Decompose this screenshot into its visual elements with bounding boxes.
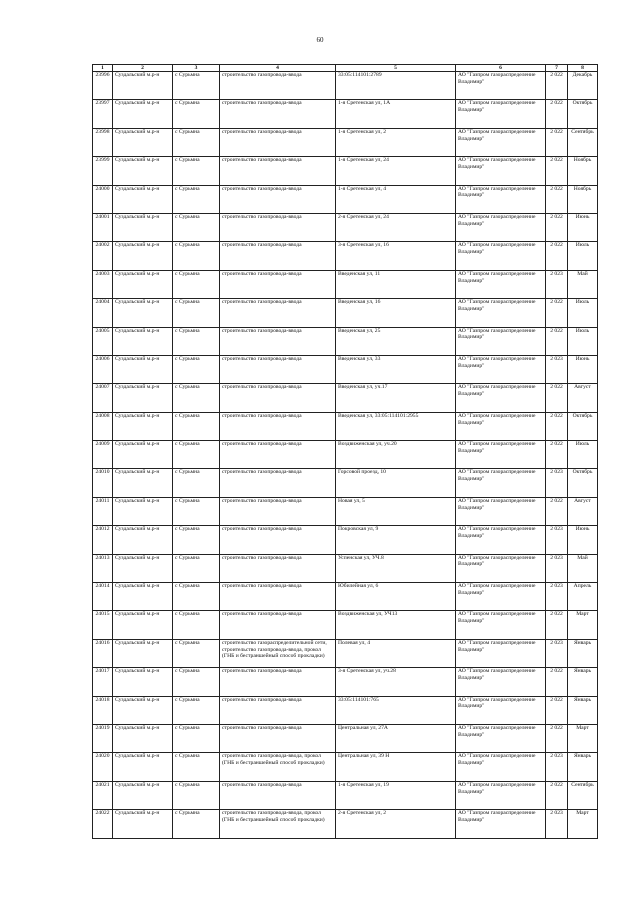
month-cell: Июль — [568, 441, 598, 469]
district-cell: Суздальский м.р-н — [113, 441, 173, 469]
settlement-cell: с Сурьмна — [173, 213, 220, 241]
column-header: 4 — [220, 65, 336, 72]
work-type-cell: строительство газопровода-ввода — [220, 384, 336, 412]
table-row — [93, 185, 598, 213]
year-cell: 2 022 — [546, 100, 568, 128]
organization-cell: АО "Газпром газораспределение Владимир" — [456, 781, 546, 809]
organization-cell: АО "Газпром газораспределение Владимир" — [456, 384, 546, 412]
district-cell: Суздальский м.р-н — [113, 412, 173, 440]
table-row — [93, 441, 598, 469]
column-header: 6 — [456, 65, 546, 72]
work-type-cell: строительство газопровода-ввода — [220, 724, 336, 752]
address-cell: 33:05:114101:2789 — [336, 72, 456, 100]
work-type-cell: строительство газопровода-ввода — [220, 554, 336, 582]
row-number: 23998 — [93, 128, 113, 156]
work-type-cell: строительство газопровода-ввода — [220, 213, 336, 241]
district-cell: Суздальский м.р-н — [113, 554, 173, 582]
district-cell: Суздальский м.р-н — [113, 781, 173, 809]
district-cell: Суздальский м.р-н — [113, 355, 173, 383]
district-cell: Суздальский м.р-н — [113, 810, 173, 838]
address-cell: 33:05:114101:765 — [336, 696, 456, 724]
settlement-cell: с Сурьмна — [173, 270, 220, 298]
year-cell: 2 023 — [546, 753, 568, 781]
work-type-cell: строительство газопровода-ввода — [220, 611, 336, 639]
address-cell: Полевая ул, 4 — [336, 639, 456, 667]
work-type-cell: строительство газопровода-ввода — [220, 299, 336, 327]
organization-cell: АО "Газпром газораспределение Владимир" — [456, 128, 546, 156]
month-cell: Май — [568, 270, 598, 298]
month-cell: Март — [568, 611, 598, 639]
row-number: 24014 — [93, 583, 113, 611]
work-type-cell: строительство газопровода-ввода — [220, 696, 336, 724]
column-header: 5 — [336, 65, 456, 72]
address-cell: 2-я Сретенская ул, 24 — [336, 213, 456, 241]
work-type-cell: строительство газопровода-ввода — [220, 441, 336, 469]
settlement-cell: с Сурьмна — [173, 157, 220, 185]
month-cell: Март — [568, 810, 598, 838]
row-number: 24005 — [93, 327, 113, 355]
settlement-cell: с Сурьмна — [173, 753, 220, 781]
organization-cell: АО "Газпром газораспределение Владимир" — [456, 696, 546, 724]
address-cell: Успенская ул, УЧ.8 — [336, 554, 456, 582]
district-cell: Суздальский м.р-н — [113, 327, 173, 355]
table-row — [93, 497, 598, 525]
address-cell: Воздвиженская ул, УЧ13 — [336, 611, 456, 639]
table-row — [93, 157, 598, 185]
district-cell: Суздальский м.р-н — [113, 639, 173, 667]
year-cell: 2 022 — [546, 384, 568, 412]
row-number: 24004 — [93, 299, 113, 327]
month-cell: Январь — [568, 668, 598, 696]
year-cell: 2 023 — [546, 526, 568, 554]
district-cell: Суздальский м.р-н — [113, 696, 173, 724]
organization-cell: АО "Газпром газораспределение Владимир" — [456, 355, 546, 383]
district-cell: Суздальский м.р-н — [113, 497, 173, 525]
address-cell: Введенская ул, 16 — [336, 299, 456, 327]
month-cell: Декабрь — [568, 72, 598, 100]
organization-cell: АО "Газпром газораспределение Владимир" — [456, 668, 546, 696]
address-cell: Горсовой проезд, 10 — [336, 469, 456, 497]
address-cell: Юбилейная ул, 6 — [336, 583, 456, 611]
month-cell: Апрель — [568, 583, 598, 611]
column-header: 8 — [568, 65, 598, 72]
year-cell: 2 022 — [546, 242, 568, 270]
month-cell: Январь — [568, 696, 598, 724]
year-cell: 2 022 — [546, 412, 568, 440]
address-cell: 3-я Сретенская ул, 16 — [336, 242, 456, 270]
row-number: 24001 — [93, 213, 113, 241]
year-cell: 2 022 — [546, 696, 568, 724]
registry-table — [92, 64, 598, 839]
settlement-cell: с Сурьмна — [173, 696, 220, 724]
row-number: 24008 — [93, 412, 113, 440]
organization-cell: АО "Газпром газораспределение Владимир" — [456, 611, 546, 639]
row-number: 24007 — [93, 384, 113, 412]
row-number: 24020 — [93, 753, 113, 781]
organization-cell: АО "Газпром газораспределение Владимир" — [456, 299, 546, 327]
month-cell: Сентябрь — [568, 781, 598, 809]
table-row — [93, 724, 598, 752]
month-cell: Октябрь — [568, 412, 598, 440]
settlement-cell: с Сурьмна — [173, 185, 220, 213]
settlement-cell: с Сурьмна — [173, 242, 220, 270]
settlement-cell: с Сурьмна — [173, 299, 220, 327]
settlement-cell: с Сурьмна — [173, 100, 220, 128]
work-type-cell: строительство газопровода-ввода — [220, 469, 336, 497]
settlement-cell: с Сурьмна — [173, 72, 220, 100]
address-cell: Введенская ул, уч.17 — [336, 384, 456, 412]
year-cell: 2 023 — [546, 639, 568, 667]
work-type-cell: строительство газопровода-ввода — [220, 412, 336, 440]
organization-cell: АО "Газпром газораспределение Владимир" — [456, 753, 546, 781]
district-cell: Суздальский м.р-н — [113, 185, 173, 213]
organization-cell: АО "Газпром газораспределение Владимир" — [456, 441, 546, 469]
row-number: 24019 — [93, 724, 113, 752]
settlement-cell: с Сурьмна — [173, 128, 220, 156]
month-cell: Август — [568, 497, 598, 525]
district-cell: Суздальский м.р-н — [113, 157, 173, 185]
address-cell: Введенская ул, 33 — [336, 355, 456, 383]
organization-cell: АО "Газпром газораспределение Владимир" — [456, 810, 546, 838]
settlement-cell: с Сурьмна — [173, 327, 220, 355]
work-type-cell: строительство газопровода-ввода — [220, 526, 336, 554]
settlement-cell: с Сурьмна — [173, 639, 220, 667]
district-cell: Суздальский м.р-н — [113, 299, 173, 327]
address-cell: Покровская ул, 9 — [336, 526, 456, 554]
address-cell: Новая ул, 5 — [336, 497, 456, 525]
settlement-cell: с Сурьмна — [173, 781, 220, 809]
year-cell: 2 022 — [546, 611, 568, 639]
work-type-cell: строительство газопровода-ввода — [220, 270, 336, 298]
district-cell: Суздальский м.р-н — [113, 668, 173, 696]
organization-cell: АО "Газпром газораспределение Владимир" — [456, 185, 546, 213]
table-row — [93, 696, 598, 724]
month-cell: Октябрь — [568, 100, 598, 128]
work-type-cell: строительство газопровода-ввода — [220, 100, 336, 128]
month-cell: Январь — [568, 639, 598, 667]
district-cell: Суздальский м.р-н — [113, 213, 173, 241]
work-type-cell: строительство газопровода-ввода — [220, 668, 336, 696]
settlement-cell: с Сурьмна — [173, 611, 220, 639]
row-number: 23996 — [93, 72, 113, 100]
settlement-cell: с Сурьмна — [173, 412, 220, 440]
year-cell: 2 022 — [546, 724, 568, 752]
settlement-cell: с Сурьмна — [173, 724, 220, 752]
settlement-cell: с Сурьмна — [173, 526, 220, 554]
month-cell: Июнь — [568, 526, 598, 554]
row-number: 24009 — [93, 441, 113, 469]
month-cell: Сентябрь — [568, 128, 598, 156]
year-cell: 2 022 — [546, 441, 568, 469]
table-row — [93, 554, 598, 582]
address-cell: Введенская ул, 11 — [336, 270, 456, 298]
settlement-cell: с Сурьмна — [173, 668, 220, 696]
address-cell: Введенская ул, 25 — [336, 327, 456, 355]
work-type-cell: строительство газопровода-ввода — [220, 185, 336, 213]
settlement-cell: с Сурьмна — [173, 583, 220, 611]
organization-cell: АО "Газпром газораспределение Владимир" — [456, 157, 546, 185]
year-cell: 2 022 — [546, 213, 568, 241]
row-number: 24011 — [93, 497, 113, 525]
work-type-cell: строительство газопровода-ввода — [220, 327, 336, 355]
address-cell: 1-я Сретенская ул, 24 — [336, 157, 456, 185]
district-cell: Суздальский м.р-н — [113, 128, 173, 156]
month-cell: Январь — [568, 753, 598, 781]
row-number: 24002 — [93, 242, 113, 270]
year-cell: 2 023 — [546, 583, 568, 611]
table-row — [93, 810, 598, 838]
row-number: 24018 — [93, 696, 113, 724]
row-number: 24017 — [93, 668, 113, 696]
year-cell: 2 023 — [546, 355, 568, 383]
district-cell: Суздальский м.р-н — [113, 242, 173, 270]
organization-cell: АО "Газпром газораспределение Владимир" — [456, 242, 546, 270]
work-type-cell: строительство газораспределительной сети, строительство газопровода-ввода, прокол (ГНБ и бестраншейный способ прокладки) — [220, 639, 336, 667]
month-cell: Июнь — [568, 355, 598, 383]
table-row — [93, 611, 598, 639]
year-cell: 2 022 — [546, 299, 568, 327]
table-row — [93, 526, 598, 554]
table-row — [93, 469, 598, 497]
year-cell: 2 023 — [546, 810, 568, 838]
district-cell: Суздальский м.р-н — [113, 526, 173, 554]
month-cell: Июль — [568, 242, 598, 270]
work-type-cell: строительство газопровода-ввода — [220, 128, 336, 156]
month-cell: Март — [568, 724, 598, 752]
settlement-cell: с Сурьмна — [173, 355, 220, 383]
row-number: 24022 — [93, 810, 113, 838]
settlement-cell: с Сурьмна — [173, 384, 220, 412]
organization-cell: АО "Газпром газораспределение Владимир" — [456, 270, 546, 298]
row-number: 24000 — [93, 185, 113, 213]
settlement-cell: с Сурьмна — [173, 810, 220, 838]
address-cell: Воздвиженская ул, уч.20 — [336, 441, 456, 469]
address-cell: 1-я Сретенская ул, 19 — [336, 781, 456, 809]
work-type-cell: строительство газопровода-ввода — [220, 355, 336, 383]
district-cell: Суздальский м.р-н — [113, 72, 173, 100]
work-type-cell: строительство газопровода-ввода — [220, 583, 336, 611]
work-type-cell: строительство газопровода-ввода — [220, 242, 336, 270]
settlement-cell: с Сурьмна — [173, 469, 220, 497]
work-type-cell: строительство газопровода-ввода — [220, 157, 336, 185]
year-cell: 2 022 — [546, 185, 568, 213]
month-cell: Октябрь — [568, 469, 598, 497]
year-cell: 2 022 — [546, 668, 568, 696]
row-number: 24012 — [93, 526, 113, 554]
table-row — [93, 128, 598, 156]
column-header: 7 — [546, 65, 568, 72]
year-cell: 2 022 — [546, 497, 568, 525]
work-type-cell: строительство газопровода-ввода — [220, 781, 336, 809]
table-row — [93, 384, 598, 412]
table-row — [93, 355, 598, 383]
month-cell: Июль — [568, 299, 598, 327]
month-cell: Июль — [568, 327, 598, 355]
organization-cell: АО "Газпром газораспределение Владимир" — [456, 583, 546, 611]
district-cell: Суздальский м.р-н — [113, 611, 173, 639]
organization-cell: АО "Газпром газораспределение Владимир" — [456, 639, 546, 667]
organization-cell: АО "Газпром газораспределение Владимир" — [456, 72, 546, 100]
district-cell: Суздальский м.р-н — [113, 753, 173, 781]
work-type-cell: строительство газопровода-ввода — [220, 72, 336, 100]
year-cell: 2 023 — [546, 270, 568, 298]
month-cell: Ноябрь — [568, 185, 598, 213]
month-cell: Август — [568, 384, 598, 412]
year-cell: 2 023 — [546, 554, 568, 582]
month-cell: Ноябрь — [568, 157, 598, 185]
row-number: 24016 — [93, 639, 113, 667]
district-cell: Суздальский м.р-н — [113, 100, 173, 128]
table-row — [93, 668, 598, 696]
district-cell: Суздальский м.р-н — [113, 384, 173, 412]
organization-cell: АО "Газпром газораспределение Владимир" — [456, 213, 546, 241]
table-row — [93, 583, 598, 611]
column-header: 3 — [173, 65, 220, 72]
table-row — [93, 242, 598, 270]
year-cell: 2 022 — [546, 157, 568, 185]
work-type-cell: строительство газопровода-ввода — [220, 497, 336, 525]
table-row — [93, 100, 598, 128]
district-cell: Суздальский м.р-н — [113, 583, 173, 611]
address-cell: Центральная ул, 39 Н — [336, 753, 456, 781]
year-cell: 2 022 — [546, 128, 568, 156]
row-number: 24013 — [93, 554, 113, 582]
address-cell: 1-я Сретенская ул, 2 — [336, 128, 456, 156]
district-cell: Суздальский м.р-н — [113, 724, 173, 752]
settlement-cell: с Сурьмна — [173, 441, 220, 469]
row-number: 23997 — [93, 100, 113, 128]
row-number: 24006 — [93, 355, 113, 383]
table-row — [93, 213, 598, 241]
organization-cell: АО "Газпром газораспределение Владимир" — [456, 497, 546, 525]
address-cell: 1-я Сретенская ул, 4 — [336, 185, 456, 213]
column-header: 1 — [93, 65, 113, 72]
work-type-cell: строительство газопровода-ввода, прокол (ГНБ и бестраншейный способ прокладки) — [220, 753, 336, 781]
organization-cell: АО "Газпром газораспределение Владимир" — [456, 526, 546, 554]
row-number: 23999 — [93, 157, 113, 185]
table-row — [93, 753, 598, 781]
settlement-cell: с Сурьмна — [173, 497, 220, 525]
row-number: 24010 — [93, 469, 113, 497]
district-cell: Суздальский м.р-н — [113, 270, 173, 298]
year-cell: 2 022 — [546, 781, 568, 809]
page-number: 60 — [316, 36, 324, 44]
organization-cell: АО "Газпром газораспределение Владимир" — [456, 327, 546, 355]
organization-cell: АО "Газпром газораспределение Владимир" — [456, 100, 546, 128]
table-row — [93, 639, 598, 667]
address-cell: 3-я Сретенская ул, уч.28 — [336, 668, 456, 696]
year-cell: 2 022 — [546, 327, 568, 355]
row-number: 24021 — [93, 781, 113, 809]
table-row — [93, 781, 598, 809]
organization-cell: АО "Газпром газораспределение Владимир" — [456, 469, 546, 497]
table-row — [93, 270, 598, 298]
address-cell: Введенская ул, 33:05:114101:2955 — [336, 412, 456, 440]
table-row — [93, 72, 598, 100]
organization-cell: АО "Газпром газораспределение Владимир" — [456, 724, 546, 752]
month-cell: Май — [568, 554, 598, 582]
organization-cell: АО "Газпром газораспределение Владимир" — [456, 554, 546, 582]
work-type-cell: строительство газопровода-ввода, прокол (ГНБ и бестраншейный способ прокладки) — [220, 810, 336, 838]
organization-cell: АО "Газпром газораспределение Владимир" — [456, 412, 546, 440]
column-number-row — [93, 65, 598, 72]
row-number: 24003 — [93, 270, 113, 298]
district-cell: Суздальский м.р-н — [113, 469, 173, 497]
settlement-cell: с Сурьмна — [173, 554, 220, 582]
year-cell: 2 023 — [546, 469, 568, 497]
month-cell: Июнь — [568, 213, 598, 241]
row-number: 24015 — [93, 611, 113, 639]
table-row — [93, 327, 598, 355]
address-cell: 2-я Сретенская ул, 2 — [336, 810, 456, 838]
column-header: 2 — [113, 65, 173, 72]
table-row — [93, 412, 598, 440]
address-cell: 1-я Сретенская ул, 1А — [336, 100, 456, 128]
table-row — [93, 299, 598, 327]
address-cell: Центральная ул, 27А — [336, 724, 456, 752]
year-cell: 2 022 — [546, 72, 568, 100]
table-body — [93, 72, 598, 839]
